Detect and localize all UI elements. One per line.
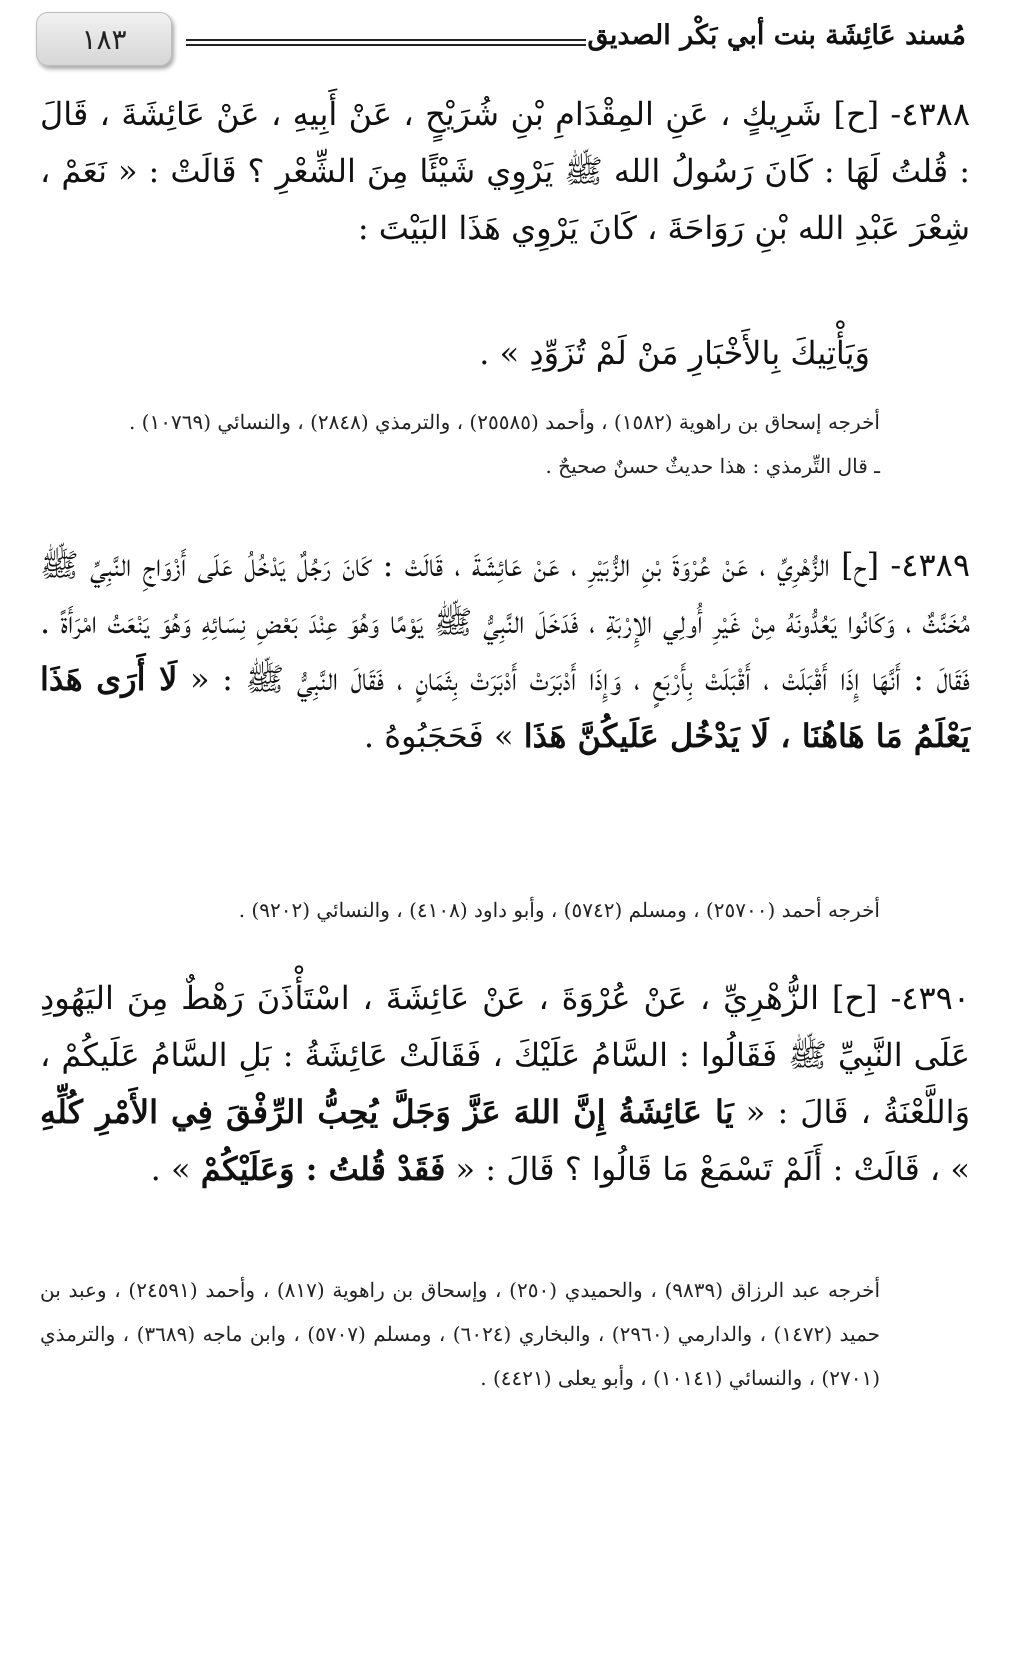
header-rule — [186, 44, 586, 46]
hadith-text-middle: » ، قَالَتْ : أَلَمْ تَسْمَعْ مَا قَالُوا ؟ قَالَ : « — [455, 1150, 970, 1188]
takhrij-4388: أخرجه إسحاق بن راهوية (١٥٨٢) ، وأحمد (٢٥٥٨٥) ، والترمذي (٢٨٤٨) ، والنسائي (١٠٧٦٩) . — [128, 410, 880, 434]
page-number: ١٨٣ — [81, 22, 127, 56]
hadith-text: ٤٣٨٨- [ح] شَرِيكٍ ، عَنِ المِقْدَامِ بْنِ شُرَيْحٍ ، عَنْ أَبِيهِ ، عَنْ عَائِشَةَ ، قَالَ : قُلتُ لَهَا : كَانَ رَسُولُ الله ﷺ يَرْوِي شَيْئًا مِنَ الشِّعْرِ ؟ قَالَتْ : « نَعَمْ ، شِعْرَ عَبْدِ الله بْنِ رَوَاحَةَ ، كَانَ يَرْوِي هَذَا البَيْتَ : — [40, 95, 970, 247]
running-title: مُسند عَائِشَة بنت أبي بَكْر الصديق — [587, 20, 966, 51]
page-header — [36, 12, 966, 68]
hadith-4388 — [40, 86, 970, 257]
hadith-text-end: » فَحَجَبُوهُ . — [363, 717, 514, 755]
takhrij-4390: أخرجه عبد الرزاق (٩٨٣٩) ، والحميدي (٢٥٠) ، وإسحاق بن راهوية (٨١٧) ، وأحمد (٢٤٥٩١) ، وعبد بن حميد (١٤٧٢) ، والدارمي (٢٩٦٠) ، والبخاري (٦٠٢٤) ، ومسلم (٥٧٠٧) ، وابن ماجه (٣٦٨٩) ، والترمذي (٢٧٠١) ، والنسائي (١٠١٤١) ، وأبو يعلى (٤٤٢١) . — [40, 1278, 881, 1390]
takhrij-4389: أخرجه أحمد (٢٥٧٠٠) ، ومسلم (٥٧٤٢) ، وأبو داود (٤١٠٨) ، والنسائي (٩٢٠٢) . — [238, 898, 880, 922]
hadith-text: ٤٣٩٠- [ح] الزُّهْرِيِّ ، عَنْ عُرْوَةَ ، عَنْ عَائِشَةَ ، اسْتَأْذَنَ رَهْطٌ مِنَ اليَهُودِ عَلَى النَّبِيِّ ﷺ فَقَالُوا : السَّامُ عَلَيْكَ ، فَقَالَتْ عَائِشَةُ : بَلِ السَّامُ عَلَيكُمْ ، وَاللَّعْنَةُ ، قَالَ : « — [40, 979, 971, 1131]
tirmidhi-note: ـ قال التِّرمذي : هذا حديثٌ حسنٌ صحيحٌ . — [545, 454, 880, 478]
hadith-4389 — [40, 537, 970, 765]
hadith-text: ٤٣٨٩- [ح] الزُّهْرِيِّ ، عَنْ عُرْوَةَ بْنِ الزُّبَيْرِ ، عَنْ عَائِشَةَ ، قَالَتْ : كَانَ رَجُلٌ يَدْخُلُ عَلَى أَزْوَاجِ النَّبِيِّ ﷺ مُخَنَّثٌ ، وَكَانُوا يَعُدُّونَهُ مِنْ غَيْرِ أُولِي الإِرْبَةِ ، فَدَخَلَ النَّبِيُّ ﷺ يَوْمًا وَهُوَ عِنْدَ بَعْضِ نِسَائِهِ وَهُوَ يَنْعَتُ امْرَأَةً . فَقَالَ : أَنَّهَا إِذَا أَقْبَلَتْ ، أَقْبَلَتْ بِأَرْبَعٍ ، وَإِذَا أَدْبَرَتْ أَدْبَرَتْ بِثَمَانٍ ، فَقَالَ النَّبِيُّ ﷺ : « — [40, 546, 971, 698]
page-number-tab — [36, 12, 172, 66]
poetry-verse: وَيَأْتِيكَ بِالأَخْبَارِ مَنْ لَمْ تُزَوِّدِ » . — [479, 334, 870, 372]
prophet-saying: لَا أَرَى هَذَا يَعْلَمُ مَا هَاهُنَا ، لَا يَدْخُل عَلَيكُنَّ هَذَا — [40, 660, 970, 755]
header-rule — [186, 39, 586, 41]
hadith-text-end: » . — [150, 1150, 191, 1188]
prophet-saying: فَقَدْ قُلتُ : وَعَلَيْكُمْ — [200, 1150, 446, 1188]
prophet-saying: يَا عَائِشَةُ إِنَّ اللهَ عَزَّ وَجَلَّ يُحِبُّ الرِّفْقَ فِي الأَمْرِ كُلِّهِ — [40, 1093, 734, 1131]
hadith-4390 — [40, 970, 970, 1198]
